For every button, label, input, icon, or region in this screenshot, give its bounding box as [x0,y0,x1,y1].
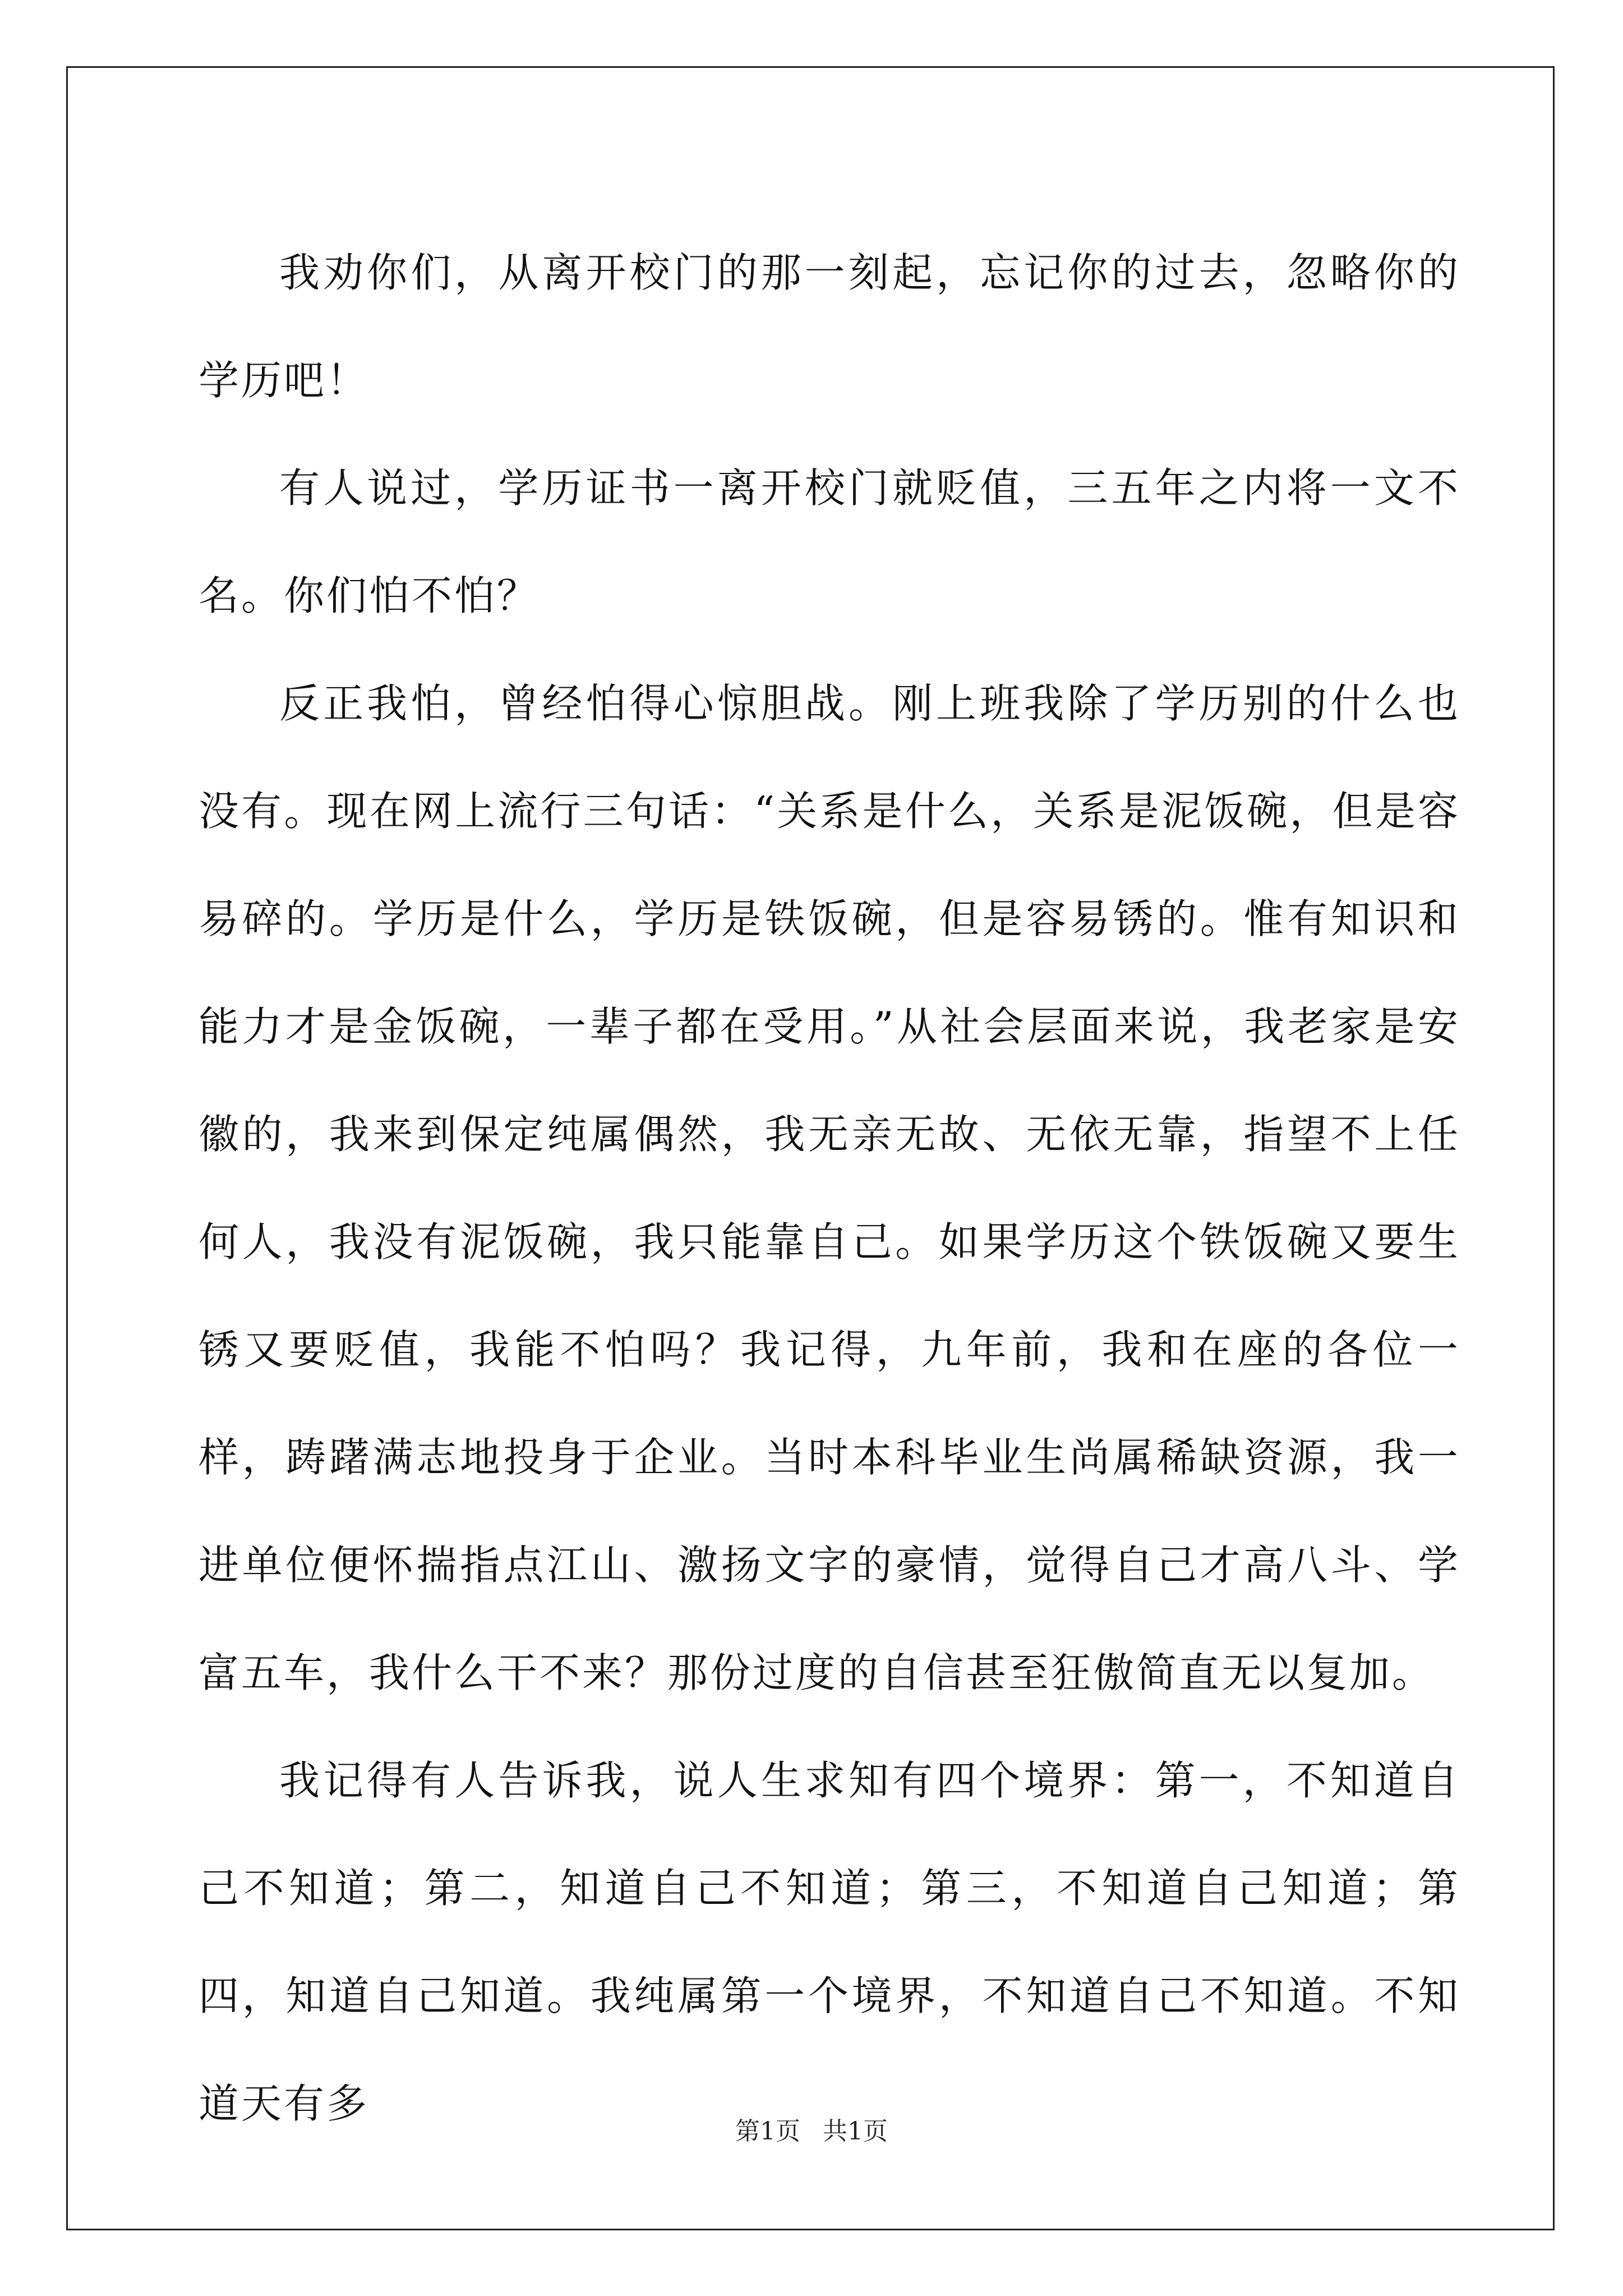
paragraph-2: 有人说过，学历证书一离开校门就贬值，三五年之内将一文不名。你们怕不怕？ [199,464,1460,619]
paragraph-3: 反正我怕，曾经怕得心惊胆战。刚上班我除了学历别的什么也没有。现在网上流行三句话：“关系是什么，关系是泥饭碗，但是容易碎的。学历是什么，学历是铁饭碗，但是容易锈的。惟有知识和能力才是金饭碗，一辈子都在受用。”从社会层面来说，我老家是安徽的，我来到保定纯属偶然，我无亲无故、无依无靠，指望不上任何人，我没有泥饭碗，我只能靠自己。如果学历这个铁饭碗又要生锈又要贬值，我能不怕吗？我记得，九年前，我和在座的各位一样，踌躇满志地投身于企业。当时本科毕业生尚属稀缺资源，我一进单位便怀揣指点江山、激扬文字的豪情，觉得自己才高八斗、学富五车，我什么干不来？那份过度的自信甚至狂傲简直无以复加。 [199,680,1460,1696]
paragraph-4: 我记得有人告诉我，说人生求知有四个境界：第一，不知道自己不知道；第二，知道自己不知道；第三，不知道自己知道；第四，知道自己知道。我纯属第一个境界，不知道自己不知道。不知道天有多 [199,1757,1460,2127]
page-number: 第1页 [735,2117,800,2146]
paragraph-1: 我劝你们，从离开校门的那一刻起，忘记你的过去，忽略你的学历吧！ [199,249,1460,404]
document-body [199,219,1460,2157]
page-total: 共1页 [823,2117,888,2146]
page-footer [0,2115,1623,2148]
